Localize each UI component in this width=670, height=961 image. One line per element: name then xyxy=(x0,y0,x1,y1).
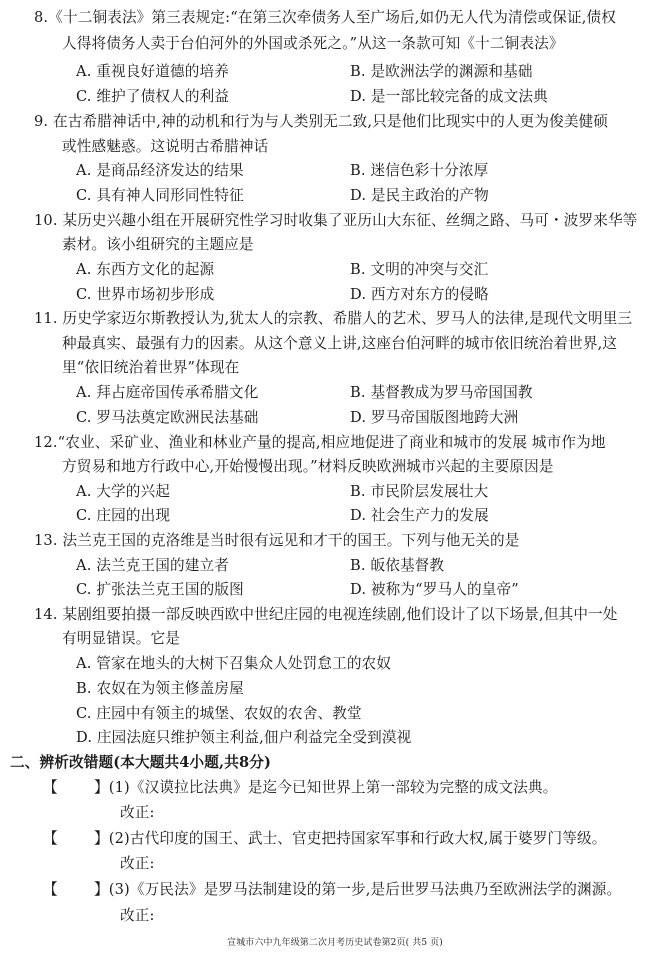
q11-stem-line-2: 种最真实、最强有力的因素。从这个意义上讲,这座台伯河畔的城市依旧统治着世界,这 xyxy=(62,335,618,352)
item-1-statement: 】(1)《汉谟拉比法典》是迄今已知世界上第一部较为完整的成文法典。 xyxy=(94,779,558,796)
q8-option-b: B. 是欧洲法学的渊源和基础 xyxy=(350,63,533,80)
q11-option-a: A. 拜占庭帝国传承希腊文化 xyxy=(76,384,259,401)
item-3-statement: 】(3)《万民法》是罗马法制建设的第一步,是后世罗马法典乃至欧洲法学的渊源。 xyxy=(94,881,622,898)
item-3-fix-label: 改正: xyxy=(120,907,155,924)
q13-option-b: B. 皈依基督教 xyxy=(350,557,445,574)
q10-stem-line-2: 素材。该小组研究的主题应是 xyxy=(62,236,254,253)
q14-stem-line-2: 有明显错误。它是 xyxy=(62,630,180,647)
q8-option-a: A. 重视良好道德的培养 xyxy=(76,63,229,80)
q14-option-a: A. 管家在地头的大树下召集众人处罚怠工的农奴 xyxy=(76,655,392,672)
q12-option-c: C. 庄园的出现 xyxy=(76,507,171,524)
item-3-bracket-open: 【 xyxy=(43,881,58,898)
q14-stem-line-1: 14. 某剧组要拍摄一部反映西欧中世纪庄园的电视连续剧,他们设计了以下场景,但其中一处 xyxy=(34,606,618,623)
q12-option-d: D. 社会生产力的发展 xyxy=(350,507,489,524)
q11-option-b: B. 基督教成为罗马帝国国教 xyxy=(350,384,533,401)
q9-option-a: A. 是商品经济发达的结果 xyxy=(76,162,244,179)
q11-stem-line-3: 里“依旧统治着世界”体现在 xyxy=(62,359,240,376)
q10-stem-line-1: 10. 某历史兴趣小组在开展研究性学习时收集了亚历山大东征、丝绸之路、马可・波罗来华等 xyxy=(34,212,638,229)
q10-option-c: C. 世界市场初步形成 xyxy=(76,286,215,303)
q13-option-a: A. 法兰克王国的建立者 xyxy=(76,557,229,574)
q10-option-b: B. 文明的冲突与交汇 xyxy=(350,261,489,278)
q9-stem-line-2: 或性感魅惑。这说明古希腊神话 xyxy=(62,138,269,155)
item-2-bracket-open: 【 xyxy=(43,830,58,847)
q9-option-d: D. 是民主政治的产物 xyxy=(350,187,489,204)
q12-stem-line-1: 12.“农业、采矿业、渔业和林业产量的提高,相应地促进了商业和城市的发展 城市作为地 xyxy=(34,434,606,451)
q14-option-c: C. 庄园中有领主的城堡、农奴的农舍、教堂 xyxy=(76,705,362,722)
q13-stem-line-1: 13. 法兰克王国的克洛维是当时很有远见和才干的国王。下列与他无关的是 xyxy=(34,532,520,549)
q10-option-d: D. 西方对东方的侵略 xyxy=(350,286,489,303)
section-2-heading: 二、辨析改错题(本大题共4小题,共8分) xyxy=(10,754,272,771)
q9-stem-line-1: 9. 在古希腊神话中,神的动机和行为与人类别无二致,只是他们比现实中的人更为俊美健硕 xyxy=(34,113,609,130)
q11-option-d: D. 罗马帝国版图地跨大洲 xyxy=(350,409,519,426)
q10-option-a: A. 东西方文化的起源 xyxy=(76,261,215,278)
item-2-fix-label: 改正: xyxy=(120,855,155,872)
q8-stem-line-1: 8.《十二铜表法》第三表规定:“在第三次牵债务人至广场后,如仍无人代为清偿或保证,债权 xyxy=(34,9,617,26)
page-footer: 宣城市六中九年级第二次月考历史试卷第2页( 共5 页) xyxy=(227,938,443,948)
q11-stem-line-1: 11. 历史学家迈尔斯教授认为,犹太人的宗教、希腊人的艺术、罗马人的法律,是现代文明里三 xyxy=(34,310,633,327)
item-1-fix-label: 改正: xyxy=(120,804,155,821)
q14-option-b: B. 农奴在为领主修盖房屋 xyxy=(76,680,244,697)
q13-option-c: C. 扩张法兰克王国的版图 xyxy=(76,581,244,598)
q8-stem-line-2: 人得将债务人卖于台伯河外的外国或杀死之。”从这一条款可知《十二铜表法》 xyxy=(62,35,564,52)
q8-option-d: D. 是一部比较完备的成文法典 xyxy=(350,88,548,105)
q8-option-c: C. 维护了债权人的利益 xyxy=(76,88,230,105)
q12-stem-line-2: 方贸易和地方行政中心,开始慢慢出现。”材料反映欧洲城市兴起的主要原因是 xyxy=(62,458,554,475)
item-2-statement: 】(2)古代印度的国王、武士、官吏把持国家军事和行政大权,属于婆罗门等级。 xyxy=(94,830,607,847)
q9-option-b: B. 迷信色彩十分浓厚 xyxy=(350,162,489,179)
q11-option-c: C. 罗马法奠定欧洲民法基础 xyxy=(76,409,259,426)
q13-option-d: D. 被称为“罗马人的皇帝” xyxy=(350,581,519,598)
q12-option-b: B. 市民阶层发展壮大 xyxy=(350,483,489,500)
q12-option-a: A. 大学的兴起 xyxy=(76,483,170,500)
item-1-bracket-open: 【 xyxy=(43,779,58,796)
q14-option-d: D. 庄园法庭只维护领主利益,佃户利益完全受到漠视 xyxy=(76,729,412,746)
q9-option-c: C. 具有神人同形同性特征 xyxy=(76,187,244,204)
